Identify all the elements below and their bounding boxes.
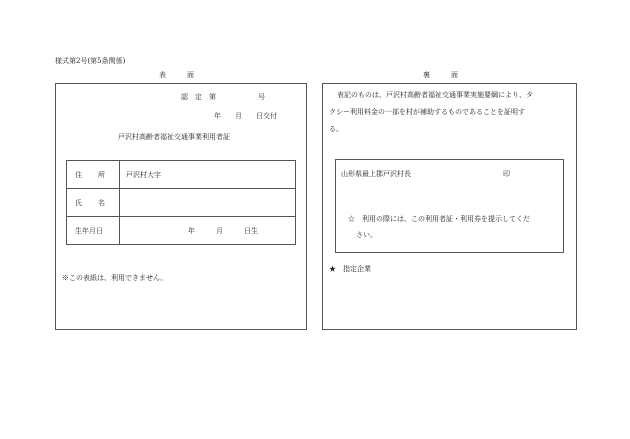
- front-card: [55, 83, 307, 330]
- table-row: [67, 189, 296, 217]
- address-label: [67, 161, 120, 189]
- name-label-char: 氏: [75, 198, 82, 207]
- issuer-box: [335, 159, 564, 253]
- birthdate-value[interactable]: 年 月 日生: [120, 217, 296, 245]
- certification-number: 認 定 第 号: [181, 93, 265, 101]
- birthdate-label: 生年月日: [67, 217, 120, 245]
- front-note: ※この表紙は、利用できません。: [62, 274, 168, 282]
- holder-info-table: [66, 160, 296, 245]
- usage-notice-line: ☆ 利用の際には、この利用者証・利用券を提示してくだ: [348, 215, 530, 223]
- address-label-char: 所: [98, 170, 105, 179]
- table-row: [67, 161, 296, 189]
- address-label-char: 住: [75, 170, 82, 179]
- usage-notice-line: さい。: [356, 231, 377, 239]
- certification-text-line: クシー利用料金の一部を村が補助するものであることを証明す: [329, 108, 525, 116]
- name-value[interactable]: [120, 189, 296, 217]
- issuer-name: 山形県最上郡戸沢村長: [341, 170, 411, 178]
- issue-date: 年 月 日交付: [214, 112, 277, 120]
- name-label-char: 名: [98, 198, 105, 207]
- front-heading: 表 面: [159, 71, 194, 79]
- designated-company: ★ 指定企業: [329, 265, 371, 273]
- certification-text-line: 表記のものは、戸沢村高齢者福祉交通事業実施要綱により、タ: [337, 91, 533, 99]
- back-heading: 裏 面: [423, 71, 458, 79]
- form-number: 様式第2号(第5条関係): [55, 57, 126, 65]
- address-value[interactable]: 戸沢村大字: [120, 161, 296, 189]
- table-row: [67, 217, 296, 245]
- certification-text-line: る。: [329, 125, 343, 133]
- back-card: [322, 83, 577, 330]
- name-label: [67, 189, 120, 217]
- card-title: 戸沢村高齢者福祉交通事業利用者証: [118, 133, 230, 141]
- seal-mark: 印: [503, 170, 510, 178]
